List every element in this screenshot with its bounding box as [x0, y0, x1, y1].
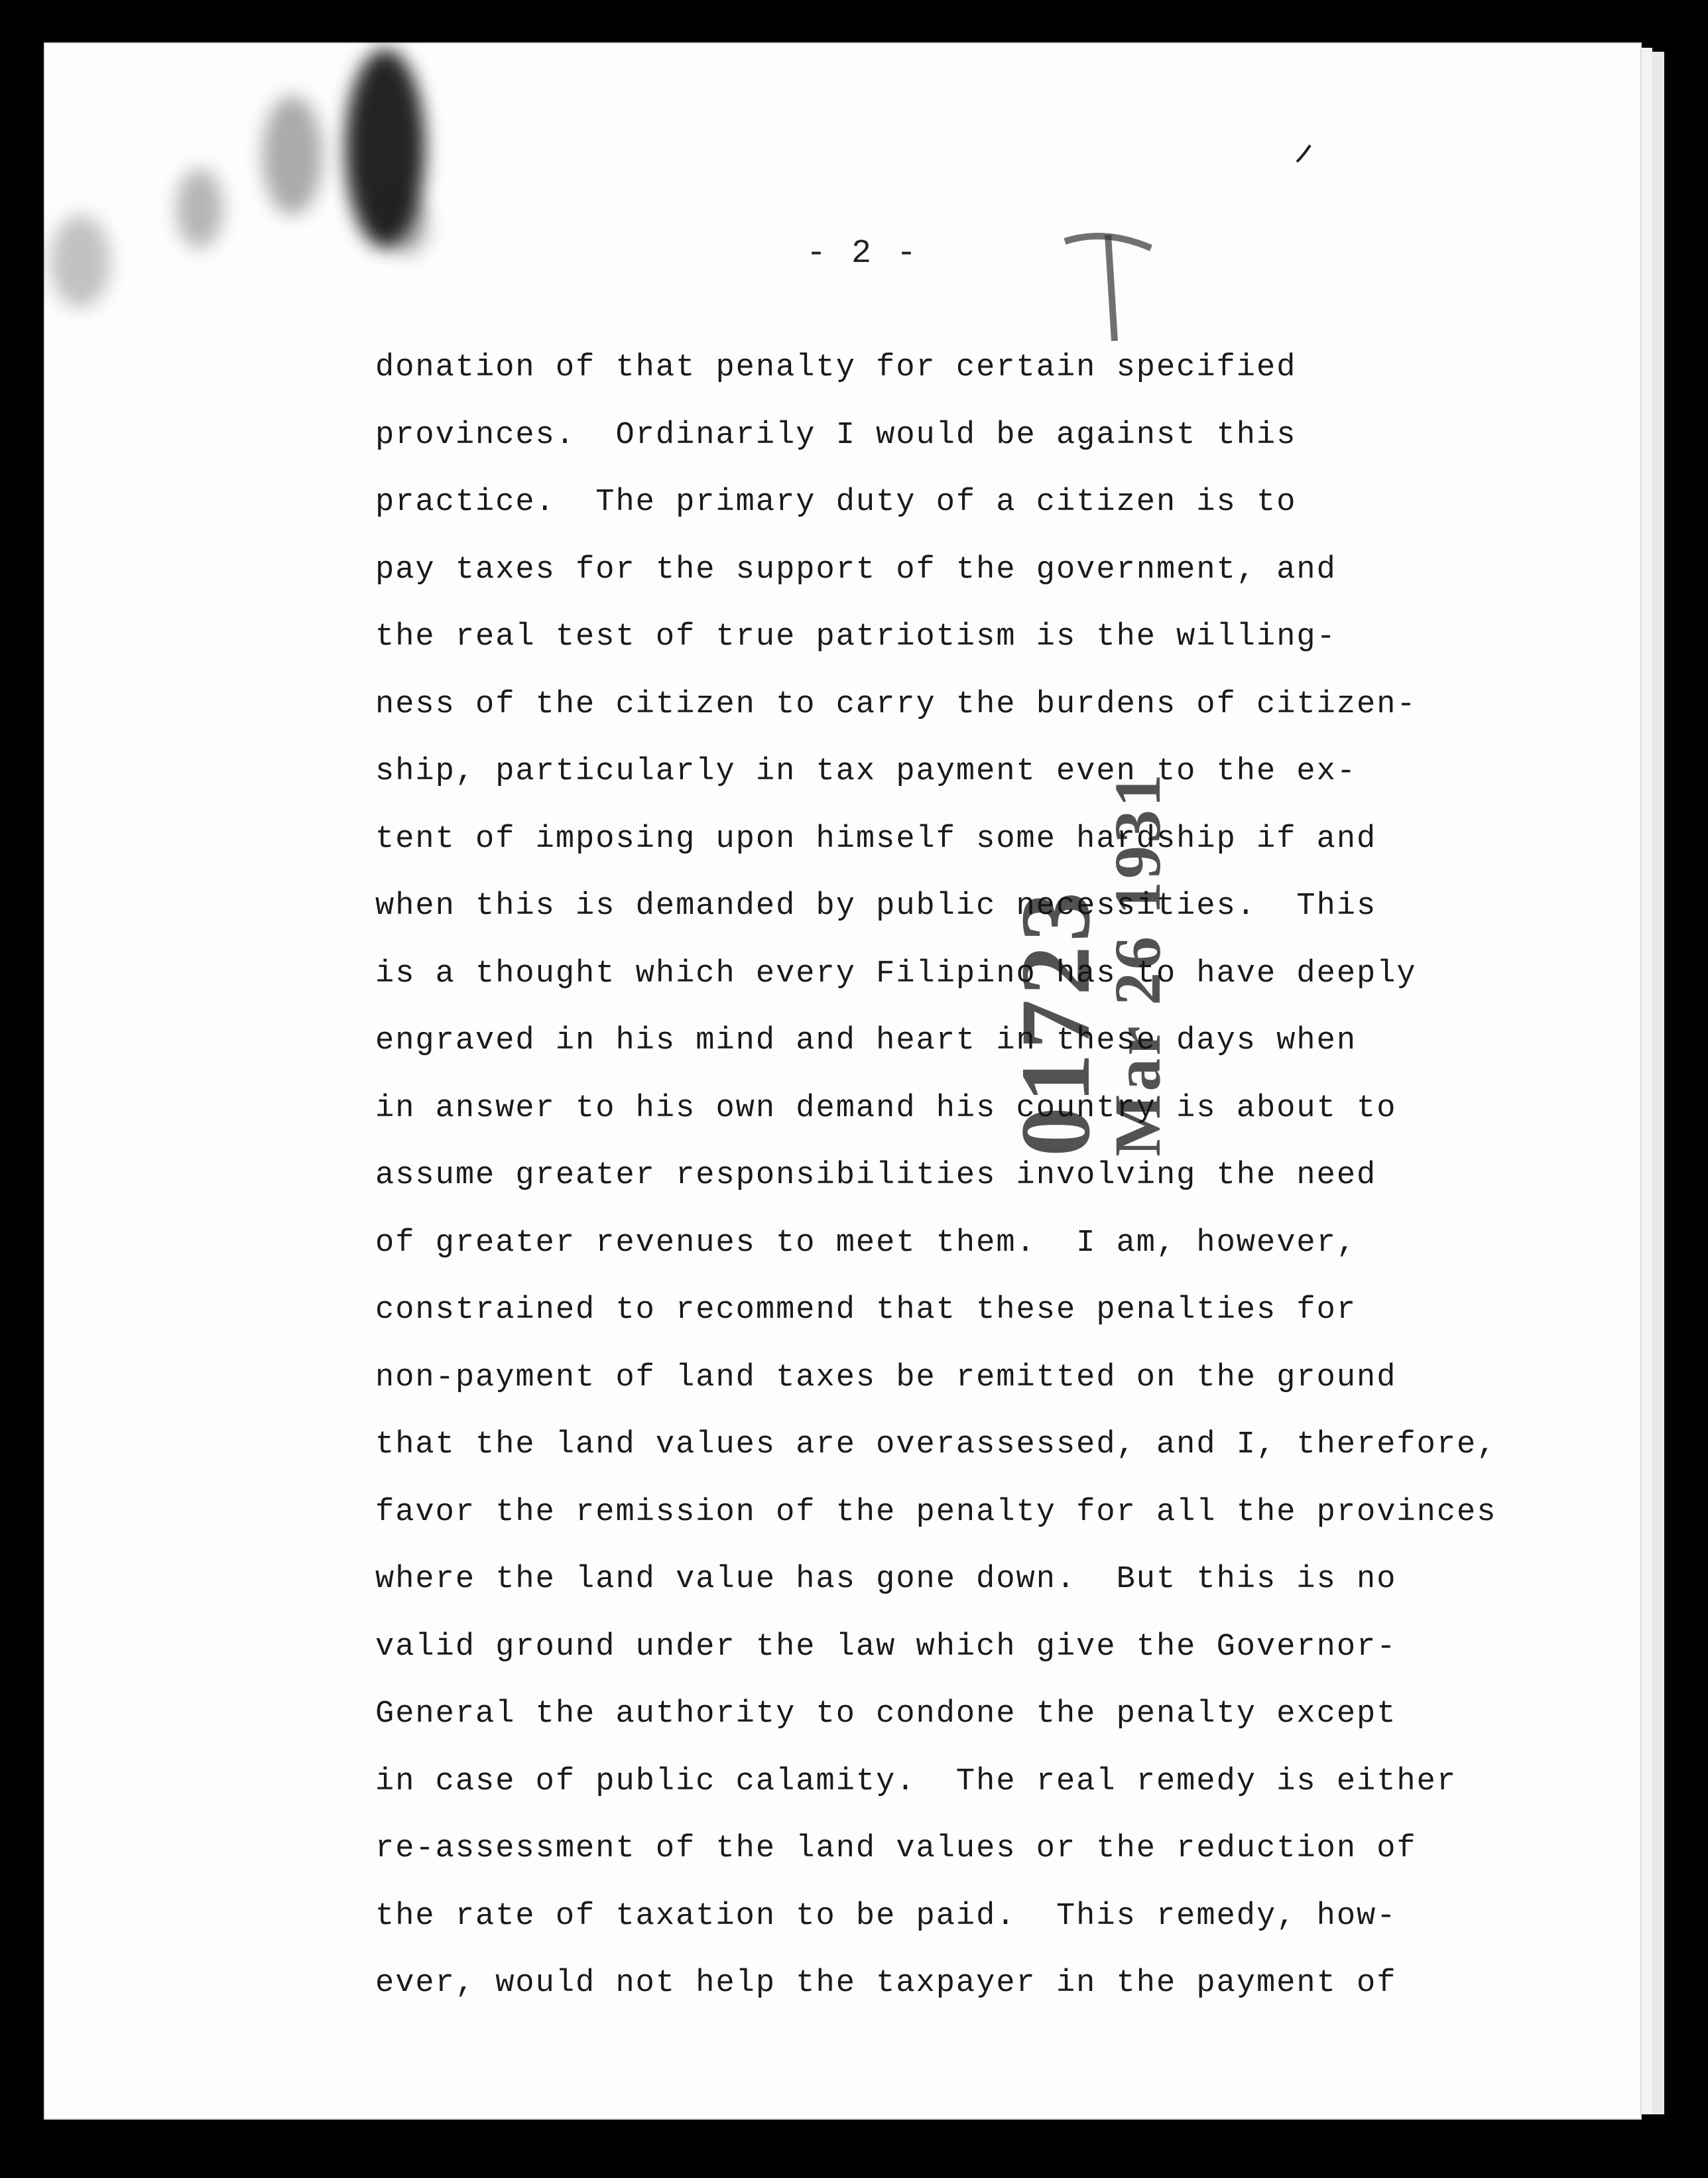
text-line: non-payment of land taxes be remitted on the ground	[375, 1360, 1397, 1395]
ink-smudge	[176, 168, 223, 248]
text-line: that the land values are overassessed, and I, therefore,	[375, 1427, 1497, 1462]
document-page	[44, 42, 1642, 2120]
text-line: constrained to recommend that these penalties for	[375, 1293, 1357, 1328]
text-line: pay taxes for the support of the government, and	[375, 552, 1337, 588]
text-line: ever, would not help the taxpayer in the payment of	[375, 1966, 1397, 2001]
stamp-date: Mar 26 1931	[1101, 771, 1174, 1157]
ink-smudge	[50, 215, 110, 308]
ink-smudge	[389, 195, 428, 255]
page-number: - 2 -	[806, 235, 920, 273]
text-line: when this is demanded by public necessities. This	[375, 889, 1377, 924]
text-line: donation of that penalty for certain specified	[375, 350, 1297, 385]
text-line: favor the remission of the penalty for all the provinces	[375, 1494, 1497, 1530]
text-line: in answer to his own demand his country is about to	[375, 1090, 1397, 1126]
ink-smudge	[263, 96, 322, 215]
archive-stamp	[999, 771, 1176, 1157]
text-line: the rate of taxation to be paid. This remedy, how-	[375, 1898, 1397, 1934]
text-line: General the authority to condone the penalty except	[375, 1697, 1397, 1732]
text-line: provinces. Ordinarily I would be against this	[375, 417, 1297, 453]
text-line: engraved in his mind and heart in these days when	[375, 1023, 1357, 1058]
handwritten-mark	[1052, 215, 1164, 348]
text-line: practice. The primary duty of a citizen is to	[375, 485, 1297, 520]
text-line: ship, particularly in tax payment even to the ex-	[375, 754, 1357, 789]
text-line: in case of public calamity. The real remedy is either	[375, 1763, 1457, 1799]
text-line: valid ground under the law which give the Governor-	[375, 1629, 1397, 1665]
text-line: the real test of true patriotism is the willing-	[375, 619, 1337, 655]
tick-mark	[1290, 142, 1317, 168]
text-line: tent of imposing upon himself some hardship if and	[375, 821, 1377, 857]
text-line: assume greater responsibilities involving the need	[375, 1158, 1377, 1193]
text-line: is a thought which every Filipino has to have deeply	[375, 956, 1417, 992]
stamp-number: 01723	[1001, 888, 1111, 1157]
text-line: ness of the citizen to carry the burdens of citizen-	[375, 686, 1417, 722]
text-line: of greater revenues to meet them. I am, however,	[375, 1225, 1357, 1261]
text-line: re-assessment of the land values or the reduction of	[375, 1831, 1417, 1866]
text-line: where the land value has gone down. But this is no	[375, 1562, 1397, 1597]
letter-body	[375, 334, 1609, 2018]
